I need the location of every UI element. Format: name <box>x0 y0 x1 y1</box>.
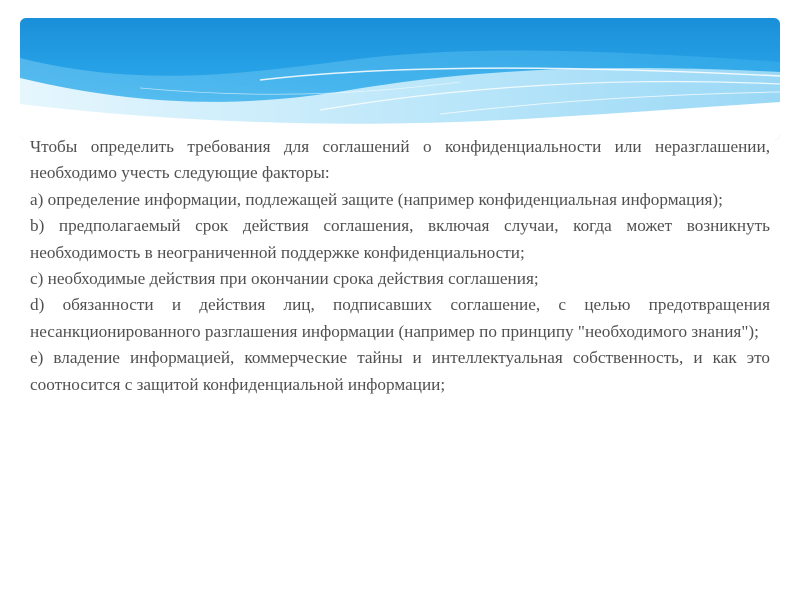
list-item-e: e) владение информацией, коммерческие тайны и интеллектуальная собственность, и как это соотносится с защитой конфиденциальной информации; <box>30 348 770 394</box>
list-item-a: a) определение информации, подлежащей защите (например конфиденциальная информация); <box>30 189 723 209</box>
wave-graphic <box>20 18 780 140</box>
slide-body-text <box>30 134 770 398</box>
list-item-b: b) предполагаемый срок действия соглашения, включая случаи, когда может возникнуть необходимость в неограниченной поддержке конфиденциальности; <box>30 216 770 262</box>
list-item-d: d) обязанности и действия лиц, подписавших соглашение, с целью предотвращения несанкционированного разглашения информации (например по принципу "необходимого знания"); <box>30 295 770 341</box>
list-item-c: c) необходимые действия при окончании срока действия соглашения; <box>30 269 539 289</box>
header-wave-banner <box>20 18 780 140</box>
intro-paragraph: Чтобы определить требования для соглашений о конфиденциальности или неразглашении, необходимо учесть следующие факторы: <box>30 137 770 183</box>
